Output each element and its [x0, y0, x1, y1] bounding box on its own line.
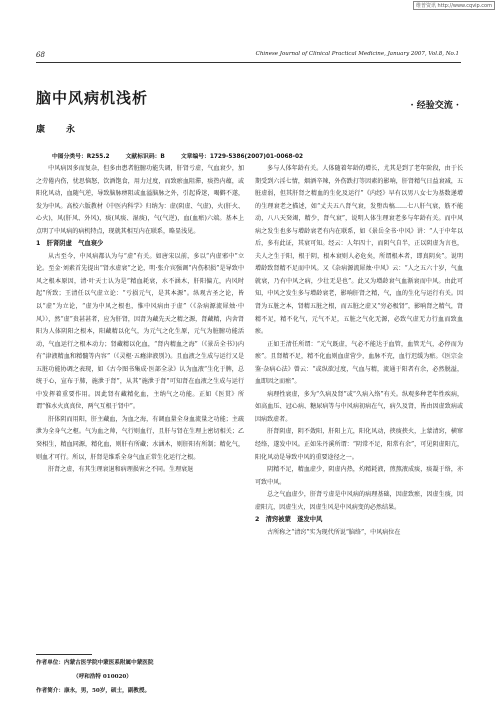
section-heading: 2 清窍被蒙 遂发中风 — [255, 516, 323, 524]
body-paragraph: 多与人体年龄有关。人体随着年龄的增长，尤其是到了老年阶段，由于长期受到六淫七情，烟酒辛辣，外伤跌打等因素的影响，肝肾精气日益衰减，五脏虚弱，但其肝肾之精血的生化及运行”《内经》早有以男八女七为基数递增的生理衰老之描述，如“丈夫五八肾气衰，发堕齿槁……七八肝气衰，筋不能动，八八天癸竭，精少，肾气衰”，说明人体生理衰老多与年龄有关。而中风病之发生也多与增龄衰老有内在联系，如《景岳全书·中风》讲：“人于中年以后，多有此证，其衰可知。经云：人年四十，而阴气自半，正以阴虚为言也，夫人之生于阳，根于阴，根本衰则人必危矣，所谓根本者，即真阴矣”。说明增龄致肾精不足而中风。又《杂病源流犀烛·中风》云：“人之五六十岁，气血就衰，乃有中风之病，少壮无是也”。此又为增龄衰气血渐衰而中风。由此可知，中风之发生多与增龄衰老，影响肝肾之精，气，血的生化与运行有关。因肾为五脏之本，肾精五脏之根，而五脏之虚又“穷必极肾”，影响肾之精气，肾精不足，精不化气，元气不足，五脏之气化无源，必致气虚无力行血而致血瘀。 — [255, 165, 463, 336]
column-label: · 经验交流 · — [410, 101, 459, 111]
right-text-column — [255, 163, 463, 539]
body-paragraph: 阴精不足，精血虚少，阴虚内热，灼精耗液，煎熬液成痰，痰凝于络，亦可致中风。 — [255, 466, 463, 486]
section-heading: 1 肝肾阴虚 气血衰少 — [36, 240, 104, 248]
author-bio: 作者简介：康永，男，50岁，硕士，副教授。 — [36, 688, 151, 694]
footnote-rule — [36, 654, 92, 655]
body-paragraph: 肝肾阴虚，阴不敛阳，肝阳上亢，阳化风动，挟痰挟火，上蒙清窍，横窜经络，遂发中风。正如朱丹溪所谓：“阴常不足，阳常有余”，可见阴虚阳亢，阳化风动是导致中风的重要途径之一。 — [255, 428, 463, 461]
journal-running-head: Chinese Journal of Clinical Practical Medicine, January 2007, Vol.8, No.1 — [255, 51, 459, 57]
body-paragraph: 病理性衰虚，多为“久病及肾”或“久病入络”有关。纵观多种老年性疾病，如高血压、冠心病、糖尿病等与中风病初病在气，病久及肾，皆由因虚致病或因病致虚者。 — [255, 390, 463, 423]
page-number: 68 — [36, 51, 45, 59]
article-title: 脑中风病机浅析 — [36, 89, 149, 107]
body-paragraph: 中风病因多而复杂，但多由患者脏腑功能失调，肝肾亏虚，气血衰少，加之劳倦内伤，忧思恼怒，饮酒饱食，用力过度，而致瘀血阻滞，痰热内蕴，或阳化风动，血随气逆，导致脑脉痹阻或血溢脑脉之外，引起昏迷，喝僻不遂，发为中风。高校六版教材《中医内科学》归纳为：虚(阴虚、气虚)，火(肝火、心火)，风(肝风、外风)，痰(风痰、湿痰)，气(气逆)，血(血瘀)六端。基本上点明了中风病的病机特点，现就其相互内在联系，略显浅见。 — [36, 165, 244, 235]
body-paragraph: 总之气血虚少，肝肾亏虚是中风病的病理基础，因虚致瘀，因虚生痰，因虚阳亢，因虚生火，因虚生风是中风病变的必然结果。 — [255, 491, 463, 511]
article-number: 文章编号：1729-5386(2007)01-0068-02 — [180, 154, 304, 160]
document-code: 文献标识码：B — [125, 154, 165, 160]
body-paragraph: 古所称之“清窍”实为现代所说“脑络”，中风病位在 — [267, 528, 401, 536]
left-text-column — [36, 163, 244, 477]
author-affiliation: 作者单位：内蒙古医学院中蒙医系附属中蒙医院 — [36, 660, 154, 666]
clc-number: 中图分类号：R255.2 — [52, 154, 110, 160]
body-paragraph: 肝肾之虚，有其生理衰退和病理损害之不同。生理衰退 — [48, 466, 194, 474]
body-paragraph: 从古至今，中风病都认为与“虚”有关。如唐宋以前，多以“内虚邪中”立论。至金·刘素首先提出“肾水虚衰”之论，明·张介宾强调“内伤积损”是导致中风之根本原因，清·叶天士认为是“精血耗衰，水不涵木，肝阳偏亢，内风时起”所致；王清任以气虚立论：“亏损元气，是其本源”。纵观古圣之论，皆以“虚”为立论，“虚为中风之根也，惟中风病由于虚”（《杂病源流犀烛·中风》），然“虚”贵甚甚者，应为肝肾，因肾为藏先天之精之源，肾藏精，内舍肾阳为人体阴阳之根本，阳藏精以化气，为元气之化生原，元气为脏腑功能活动，气血运行之根本动力；肾藏精以化血，“肾内精血之海”（《景岳全书》)内有“津液精血和精髓等内容”（《灵枢·五癃津液别》)。且血液之生成与运行又是五脏功能协调之表现，如《古今图书集成·医部全录》认为血液“生化于脾，总统于心，宣布于肺，施泄于肾”，从其“施泄于肾”可知肾在血液之生成与运行中发挥着重要作用。因此肾有藏精化血，主纳气之功能。正如《医贯》所谓“惟水火真真位，两气互根于肾中”。 — [36, 252, 244, 411]
header-rule — [36, 62, 461, 63]
affiliation-address: （呼和浩特 010020） — [73, 674, 132, 680]
article-author: 康 永 — [36, 125, 82, 135]
body-paragraph: 肝体阴而用阳，肝主藏血，为血之海，有调血量全身血流量之功能；主疏泄为全身气之枢。气为血之帅，气行则血行，且肝与肾在生理上密切相关；乙癸相生，精血同源，精化血，则肝有所藏；水涵木，则肝阳有所制；精化气，则血才可行。所以，肝肾是维系全身气血正常生化运行之根。 — [36, 415, 244, 461]
watermark: 维普资讯 http://www.cqvip.com — [413, 1, 495, 10]
body-paragraph: 正如王清任所谓：“元气既虚，气必不能达于血管，血管无气，必停而为瘀”。且肾精不足，精不化血则血虚营少，血脉不充，血行迟缓为瘀。《医宗金鉴·杂病心法》曾云：“或纵欲过度，气血与精，流通于阳者有余，必然脱溢，血即因之而瘀”。 — [255, 340, 463, 386]
article-metadata — [52, 151, 317, 160]
